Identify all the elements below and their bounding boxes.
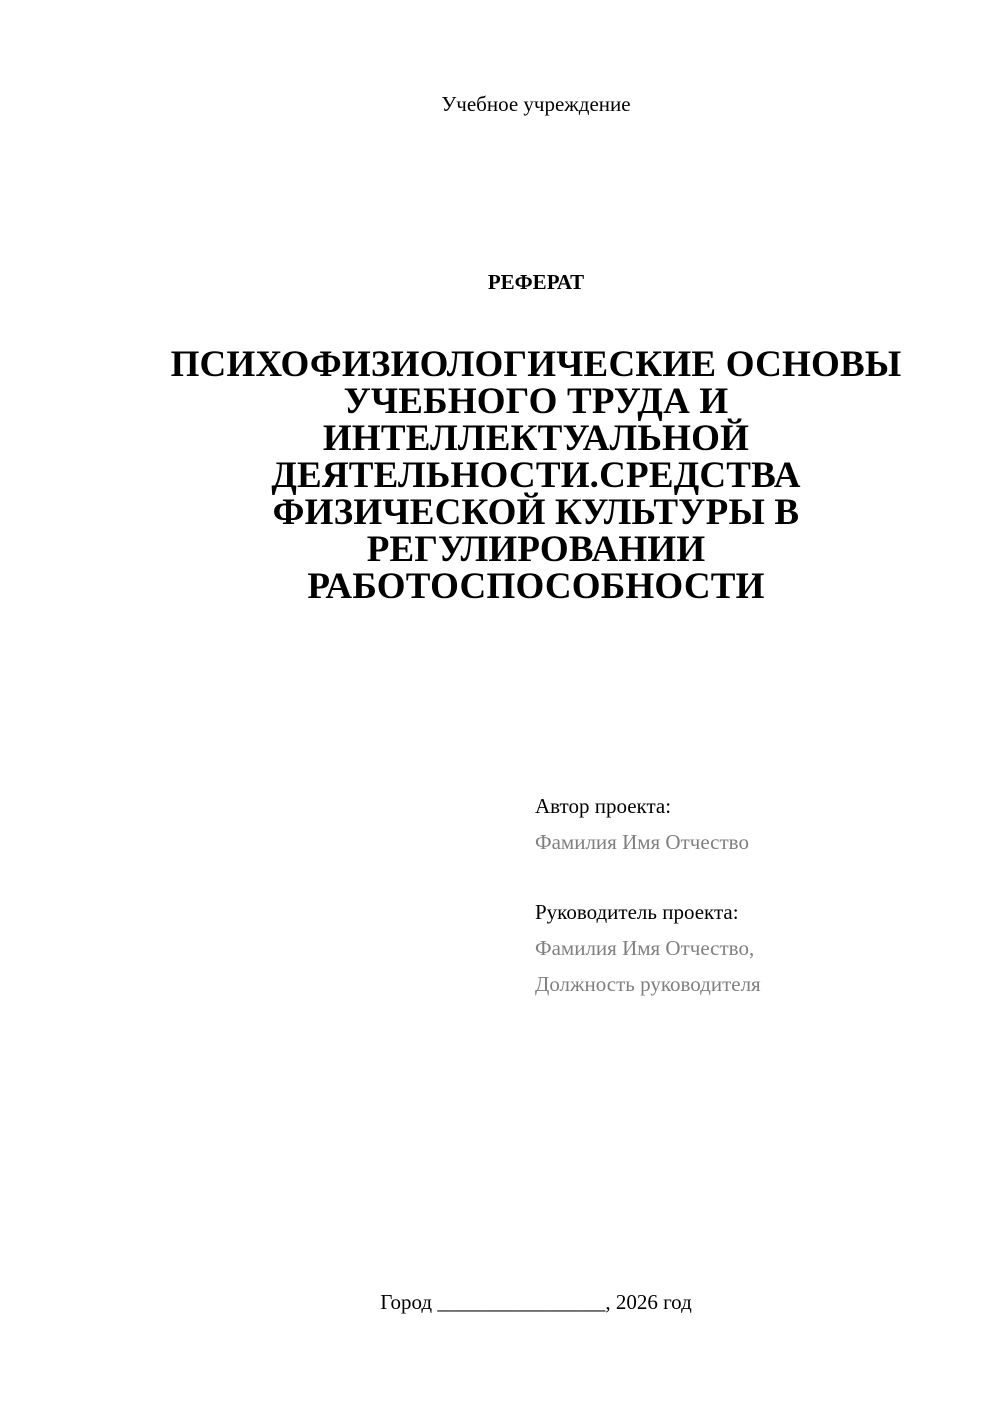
topic-line: УЧЕБНОГО ТРУДА И: [343, 381, 729, 422]
author-name: Фамилия Имя Отчество: [535, 830, 749, 854]
topic-line: ПСИХОФИЗИОЛОГИЧЕСКИЕ ОСНОВЫ: [170, 344, 902, 385]
topic-line: РЕГУЛИРОВАНИИ: [366, 529, 706, 570]
author-label: Автор проекта:: [535, 794, 672, 818]
signature-spacer: [535, 860, 975, 894]
topic-line: ДЕЯТЕЛЬНОСТИ.СРЕДСТВА: [271, 455, 801, 496]
document-topic: [120, 346, 952, 605]
supervisor-name: Фамилия Имя Отчество,: [535, 936, 755, 960]
signature-block: [535, 788, 975, 1002]
topic-line: ИНТЕЛЛЕКТУАЛЬНОЙ: [322, 418, 750, 459]
institution-name: Учебное учреждение: [441, 92, 631, 116]
topic-line: ФИЗИЧЕСКОЙ КУЛЬТУРЫ В: [272, 492, 800, 533]
supervisor-label: Руководитель проекта:: [535, 900, 739, 924]
topic-line: РАБОТОСПОСОБНОСТИ: [307, 566, 765, 607]
city-year-line: Город ________________, 2026 год: [380, 1290, 692, 1314]
document-type: РЕФЕРАТ: [487, 270, 585, 294]
supervisor-position: Должность руководителя: [535, 972, 761, 996]
